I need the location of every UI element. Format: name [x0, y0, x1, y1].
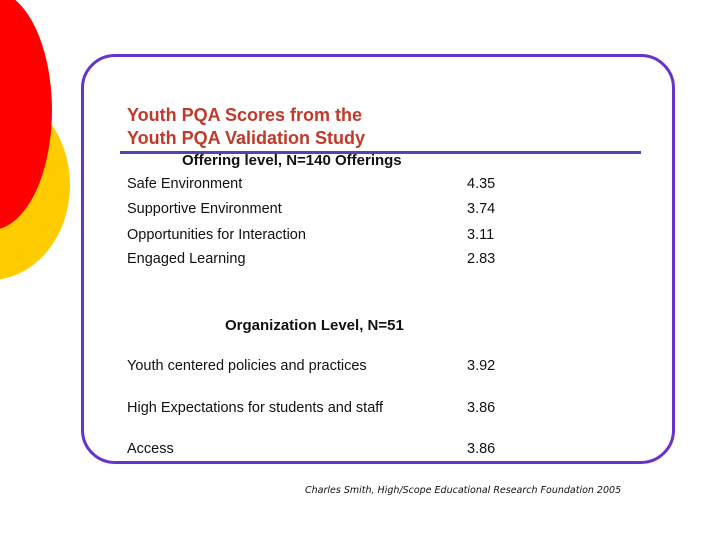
table-row [127, 176, 507, 192]
footer-credit: Charles Smith, High/Scope Educational Research Foundation 2005 [305, 485, 622, 496]
row-label: Youth centered policies and practices [127, 358, 367, 374]
table-row [127, 441, 507, 457]
row-label: High Expectations for students and staff [127, 400, 384, 416]
row-label: Engaged Learning [127, 251, 246, 267]
row-score: 4.35 [467, 176, 496, 192]
row-score: 3.86 [467, 400, 496, 416]
slide-title [127, 104, 365, 150]
row-score: 3.92 [467, 358, 496, 374]
slide-title-line-1: Youth PQA Scores from the [127, 105, 363, 125]
organization-level-heading: Organization Level, N=51 [225, 317, 404, 334]
row-label: Access [127, 441, 174, 457]
table-row [127, 400, 507, 416]
row-label: Opportunities for Interaction [127, 227, 306, 243]
row-label: Supportive Environment [127, 201, 282, 217]
row-label: Safe Environment [127, 176, 243, 192]
table-row [127, 358, 507, 374]
offering-level-heading: Offering level, N=140 Offerings [182, 152, 402, 169]
row-score: 3.74 [467, 201, 496, 217]
table-row [127, 201, 507, 217]
row-score: 3.11 [467, 227, 495, 243]
table-row [127, 251, 507, 267]
slide-title-line-2: Youth PQA Validation Study [127, 128, 366, 148]
table-row [127, 227, 507, 243]
row-score: 2.83 [467, 251, 496, 267]
row-score: 3.86 [467, 441, 496, 457]
